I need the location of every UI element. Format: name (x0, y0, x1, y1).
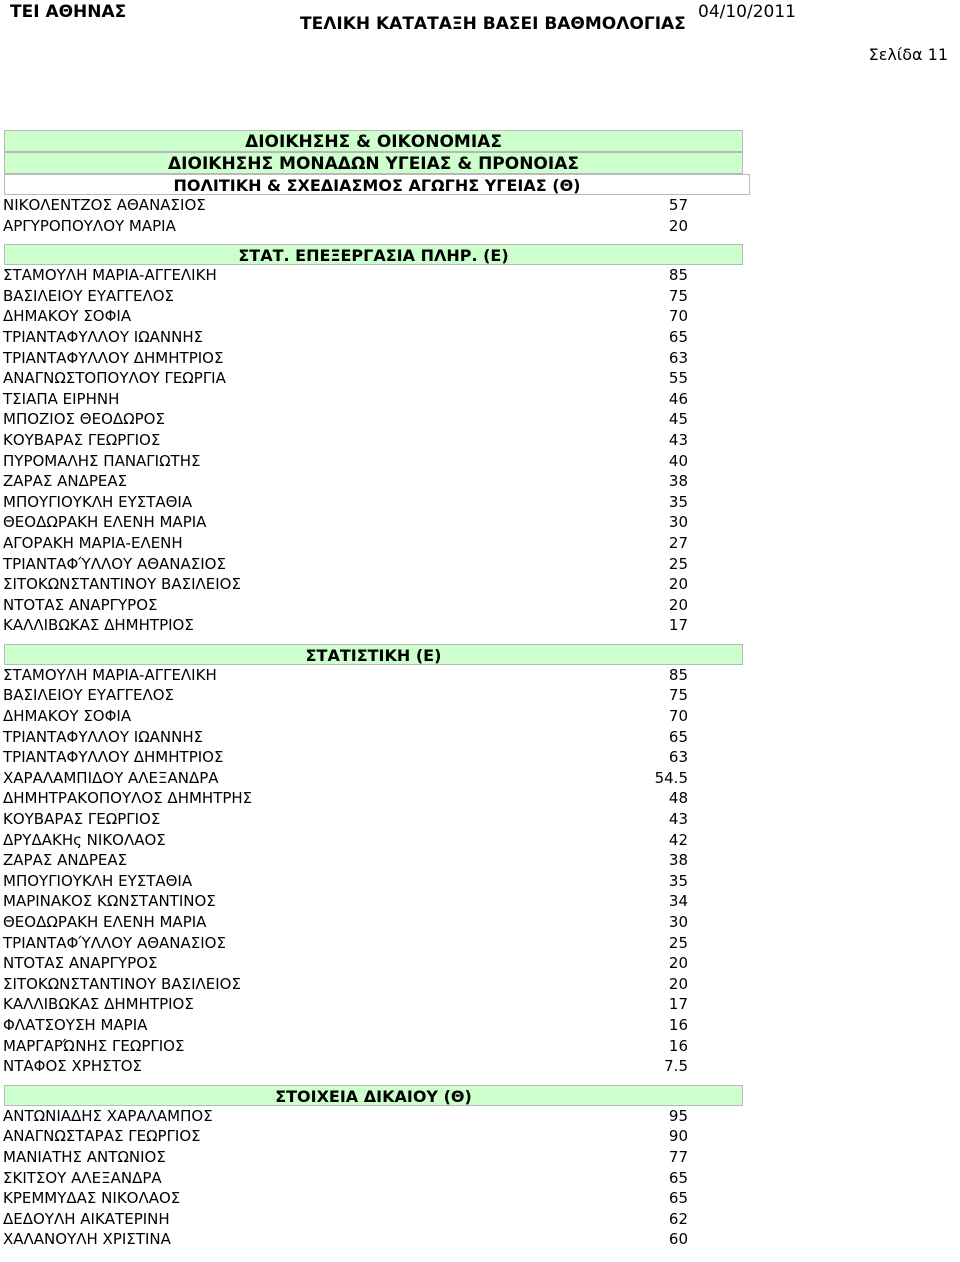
candidate-score: 60 (668, 1230, 688, 1249)
candidate-name: ΦΛΑΤΣΟΥΣΗ ΜΑΡΙΑ (3, 1015, 148, 1034)
table-row (0, 1229, 960, 1250)
candidate-name: ΝΙΚΟΛΕΝΤΖΟΣ ΑΘΑΝΑΣΙΟΣ (3, 196, 206, 214)
candidate-score: 20 (668, 974, 688, 993)
table-row (0, 512, 960, 533)
table-row (0, 265, 960, 286)
candidate-name: ΜΑΡΓΑΡΏΝΗΣ ΓΕΩΡΓΙΟΣ (3, 1036, 185, 1055)
section-spacer (0, 1250, 960, 1258)
candidate-name: ΔΗΜΗΤΡΑΚΟΠΟΥΛΟΣ ΔΗΜΗΤΡΗΣ (3, 789, 253, 808)
candidate-name: ΘΕΟΔΩΡΑΚΗ ΕΛΕΝΗ ΜΑΡΙΑ (3, 913, 207, 931)
candidate-score: 70 (668, 707, 688, 726)
page-header (0, 0, 960, 40)
candidate-score: 25 (668, 554, 688, 573)
table-row (0, 685, 960, 706)
candidate-name: ΤΡΙΑΝΤΑΦΥΛΛΟΥ ΔΗΜΗΤΡΙΟΣ (3, 348, 224, 367)
table-row (0, 1209, 960, 1230)
candidate-score: 40 (668, 451, 688, 470)
table-row (0, 912, 960, 933)
candidate-score: 45 (668, 410, 688, 429)
table-row (0, 492, 960, 513)
candidate-name: ΔΕΔΟΥΛΗ ΑΙΚΑΤΕΡΙΝΗ (3, 1209, 170, 1228)
candidate-name: ΑΝΑΓΝΩΣΤΑΡΑΣ ΓΕΩΡΓΙΟΣ (3, 1127, 201, 1146)
candidate-score: 65 (668, 727, 688, 746)
table-row (0, 286, 960, 307)
table-row (0, 451, 960, 472)
candidate-name: ΖΑΡΑΣ ΑΝΔΡΕΑΣ (3, 851, 128, 870)
candidate-name: ΜΠΟΖΙΟΣ ΘΕΟΔΩΡΟΣ (3, 410, 165, 429)
table-row (0, 348, 960, 369)
table-row (0, 1147, 960, 1168)
candidate-score: 85 (668, 266, 688, 285)
candidate-score: 62 (668, 1209, 688, 1228)
candidate-name: ΤΣΙΑΠΑ ΕΙΡΗΝΗ (3, 389, 120, 408)
course-heading: ΣΤΟΙΧΕΙΑ ΔΙΚΑΙΟΥ (Θ) (4, 1085, 743, 1106)
candidate-score: 35 (668, 871, 688, 890)
table-row (0, 216, 960, 237)
candidate-score: 95 (668, 1106, 688, 1125)
candidate-score: 20 (668, 216, 688, 235)
course-section (0, 644, 960, 1085)
candidate-score: 65 (668, 327, 688, 346)
candidate-name: ΔΗΜΑΚΟΥ ΣΟΦΙΑ (3, 707, 132, 726)
table-row (0, 1188, 960, 1209)
candidate-name: ΜΠΟΥΓΙΟΥΚΛΗ ΕΥΣΤΑΘΙΑ (3, 492, 193, 511)
table-row (0, 1106, 960, 1127)
candidate-score: 43 (668, 810, 688, 829)
course-heading: ΣΤΑΤΙΣΤΙΚΗ (Ε) (4, 644, 743, 665)
candidate-name: ΑΝΑΓΝΩΣΤΟΠΟΥΛΟΥ ΓΕΩΡΓΙΑ (3, 369, 226, 388)
candidate-score: 16 (668, 1015, 688, 1034)
candidate-score: 25 (668, 933, 688, 952)
candidate-score: 20 (668, 575, 688, 594)
candidate-score: 20 (668, 954, 688, 973)
report-title: ΤΕΛΙΚΗ ΚΑΤΑΤΑΞΗ ΒΑΣΕΙ ΒΑΘΜΟΛΟΓΙΑΣ (300, 14, 686, 34)
table-row (0, 994, 960, 1015)
candidate-name: ΧΑΡΑΛΑΜΠΙΔΟΥ ΑΛΕΞΑΝΔΡΑ (3, 768, 219, 787)
report-date: 04/10/2011 (698, 2, 796, 22)
candidate-name: ΚΑΛΛΙΒΩΚΑΣ ΔΗΜΗΤΡΙΟΣ (3, 995, 194, 1014)
candidate-name: ΚΑΛΛΙΒΩΚΑΣ ΔΗΜΗΤΡΙΟΣ (3, 616, 194, 635)
candidate-name: ΜΑΝΙΑΤΗΣ ΑΝΤΩΝΙΟΣ (3, 1147, 166, 1166)
candidate-score: 34 (668, 892, 688, 911)
table-row (0, 430, 960, 451)
candidate-score: 20 (668, 595, 688, 614)
candidate-score: 63 (668, 748, 688, 767)
table-row (0, 747, 960, 768)
candidate-name: ΚΡΕΜΜΥΔΑΣ ΝΙΚΟΛΑΟΣ (3, 1189, 181, 1208)
candidate-score: 55 (668, 369, 688, 388)
table-row (0, 533, 960, 554)
course-section (0, 174, 960, 244)
table-row (0, 327, 960, 348)
table-row (0, 830, 960, 851)
candidate-score: 85 (668, 665, 688, 684)
table-row (0, 595, 960, 616)
section-spacer (0, 236, 960, 244)
table-row (0, 409, 960, 430)
institution-name: ΤΕΙ ΑΘΗΝΑΣ (10, 2, 127, 22)
candidate-score: 65 (668, 1168, 688, 1187)
table-row (0, 615, 960, 636)
table-row (0, 1056, 960, 1077)
faculty-heading: ΔΙΟΙΚΗΣΗΣ & ΟΙΚΟΝΟΜΙΑΣ (4, 130, 743, 152)
candidate-name: ΑΝΤΩΝΙΑΔΗΣ ΧΑΡΑΛΑΜΠΟΣ (3, 1106, 213, 1125)
candidate-score: 43 (668, 430, 688, 449)
table-row (0, 727, 960, 748)
candidate-name: ΤΡΙΑΝΤΑΦΥΛΛΟΥ ΙΩΑΝΝΗΣ (3, 727, 204, 746)
table-row (0, 1126, 960, 1147)
candidate-name: ΘΕΟΔΩΡΑΚΗ ΕΛΕΝΗ ΜΑΡΙΑ (3, 513, 207, 532)
candidate-score: 35 (668, 492, 688, 511)
candidate-name: ΚΟΥΒΑΡΑΣ ΓΕΩΡΓΙΟΣ (3, 810, 161, 829)
candidate-score: 46 (668, 389, 688, 408)
table-row (0, 471, 960, 492)
candidate-score: 7.5 (664, 1057, 688, 1076)
section-spacer (0, 1077, 960, 1085)
table-row (0, 768, 960, 789)
candidate-name: ΜΠΟΥΓΙΟΥΚΛΗ ΕΥΣΤΑΘΙΑ (3, 871, 193, 890)
candidate-name: ΝΤΟΤΑΣ ΑΝΑΡΓΥΡΟΣ (3, 954, 158, 973)
candidate-name: ΣΙΤΟΚΩΝΣΤΑΝΤΙΝΟΥ ΒΑΣΙΛΕΙΟΣ (3, 575, 241, 594)
candidate-name: ΣΙΤΟΚΩΝΣΤΑΝΤΙΝΟΥ ΒΑΣΙΛΕΙΟΣ (3, 974, 241, 993)
table-row (0, 195, 960, 216)
candidate-score: 42 (668, 830, 688, 849)
candidate-score: 65 (668, 1189, 688, 1208)
table-row (0, 871, 960, 892)
table-row (0, 974, 960, 995)
candidate-name: ΣΤΑΜΟΥΛΗ ΜΑΡΙΑ-ΑΓΓΕΛΙΚΗ (3, 665, 217, 684)
candidate-name: ΝΤΟΤΑΣ ΑΝΑΡΓΥΡΟΣ (3, 595, 158, 614)
candidate-name: ΤΡΙΑΝΤΑΦΥΛΛΟΥ ΙΩΑΝΝΗΣ (3, 327, 204, 346)
candidate-name: ΒΑΣΙΛΕΙΟΥ ΕΥΑΓΓΕΛΟΣ (3, 686, 174, 705)
candidate-name: ΣΤΑΜΟΥΛΗ ΜΑΡΙΑ-ΑΓΓΕΛΙΚΗ (3, 266, 217, 285)
candidate-score: 27 (668, 533, 688, 552)
page-number: Σελίδα 11 (868, 45, 948, 64)
table-row (0, 891, 960, 912)
course-section (0, 244, 960, 644)
course-section (0, 1085, 960, 1258)
candidate-score: 70 (668, 307, 688, 326)
section-spacer (0, 636, 960, 644)
table-row (0, 788, 960, 809)
candidate-score: 30 (668, 513, 688, 532)
candidate-score: 77 (668, 1147, 688, 1166)
candidate-name: ΚΟΥΒΑΡΑΣ ΓΕΩΡΓΙΟΣ (3, 430, 161, 449)
candidate-name: ΣΚΙΤΣΟΥ ΑΛΕΞΑΝΔΡΑ (3, 1168, 162, 1187)
table-row (0, 368, 960, 389)
candidate-name: ΧΑΛΑΝΟΥΛΗ ΧΡΙΣΤΙΝΑ (3, 1230, 171, 1249)
candidate-name: ΑΡΓΥΡΟΠΟΥΛΟΥ ΜΑΡΙΑ (3, 216, 176, 235)
candidate-score: 17 (668, 995, 688, 1014)
candidate-score: 90 (668, 1127, 688, 1146)
candidate-score: 63 (668, 348, 688, 367)
candidate-name: ΑΓΟΡΑΚΗ ΜΑΡΙΑ-ΕΛΕΝΗ (3, 533, 183, 552)
candidate-score: 16 (668, 1036, 688, 1055)
department-heading: ΔΙΟΙΚΗΣΗΣ ΜΟΝΑΔΩΝ ΥΓΕΙΑΣ & ΠΡΟΝΟΙΑΣ (4, 152, 743, 174)
table-row (0, 706, 960, 727)
candidate-score: 57 (668, 196, 688, 214)
ranking-document (0, 130, 960, 1258)
table-row (0, 1015, 960, 1036)
table-row (0, 389, 960, 410)
candidate-name: ΤΡΙΑΝΤΑΦΥΛΛΟΥ ΔΗΜΗΤΡΙΟΣ (3, 748, 224, 767)
candidate-name: ΤΡΙΑΝΤΑΦΎΛΛΟΥ ΑΘΑΝΑΣΙΟΣ (3, 554, 226, 573)
table-row (0, 574, 960, 595)
sections-container (0, 174, 960, 1258)
table-row (0, 809, 960, 830)
candidate-score: 54.5 (654, 768, 688, 787)
candidate-name: ΒΑΣΙΛΕΙΟΥ ΕΥΑΓΓΕΛΟΣ (3, 286, 174, 305)
candidate-score: 38 (668, 472, 688, 491)
candidate-score: 75 (668, 286, 688, 305)
candidate-score: 75 (668, 686, 688, 705)
table-row (0, 1168, 960, 1189)
candidate-score: 17 (668, 616, 688, 635)
candidate-name: ΔΗΜΑΚΟΥ ΣΟΦΙΑ (3, 307, 132, 326)
candidate-name: ΔΡΥΔΑΚΗς ΝΙΚΟΛΑΟΣ (3, 830, 166, 849)
table-row (0, 1036, 960, 1057)
table-row (0, 665, 960, 686)
candidate-name: ΝΤΑΦΟΣ ΧΡΗΣΤΟΣ (3, 1057, 143, 1076)
candidate-score: 30 (668, 913, 688, 931)
table-row (0, 850, 960, 871)
table-row (0, 554, 960, 575)
candidate-name: ΖΑΡΑΣ ΑΝΔΡΕΑΣ (3, 472, 128, 491)
candidate-score: 48 (668, 789, 688, 808)
course-heading: ΠΟΛΙΤΙΚΗ & ΣΧΕΔΙΑΣΜΟΣ ΑΓΩΓΗΣ ΥΓΕΙΑΣ (Θ) (4, 174, 750, 195)
course-heading: ΣΤΑΤ. ΕΠΕΞΕΡΓΑΣΙΑ ΠΛΗΡ. (Ε) (4, 244, 743, 265)
candidate-name: ΤΡΙΑΝΤΑΦΎΛΛΟΥ ΑΘΑΝΑΣΙΟΣ (3, 933, 226, 952)
candidate-name: ΜΑΡΙΝΑΚΟΣ ΚΩΝΣΤΑΝΤΙΝΟΣ (3, 892, 216, 911)
table-row (0, 953, 960, 974)
table-row (0, 306, 960, 327)
candidate-score: 38 (668, 851, 688, 870)
candidate-name: ΠΥΡΟΜΑΛΗΣ ΠΑΝΑΓΙΩΤΗΣ (3, 451, 201, 470)
table-row (0, 933, 960, 954)
